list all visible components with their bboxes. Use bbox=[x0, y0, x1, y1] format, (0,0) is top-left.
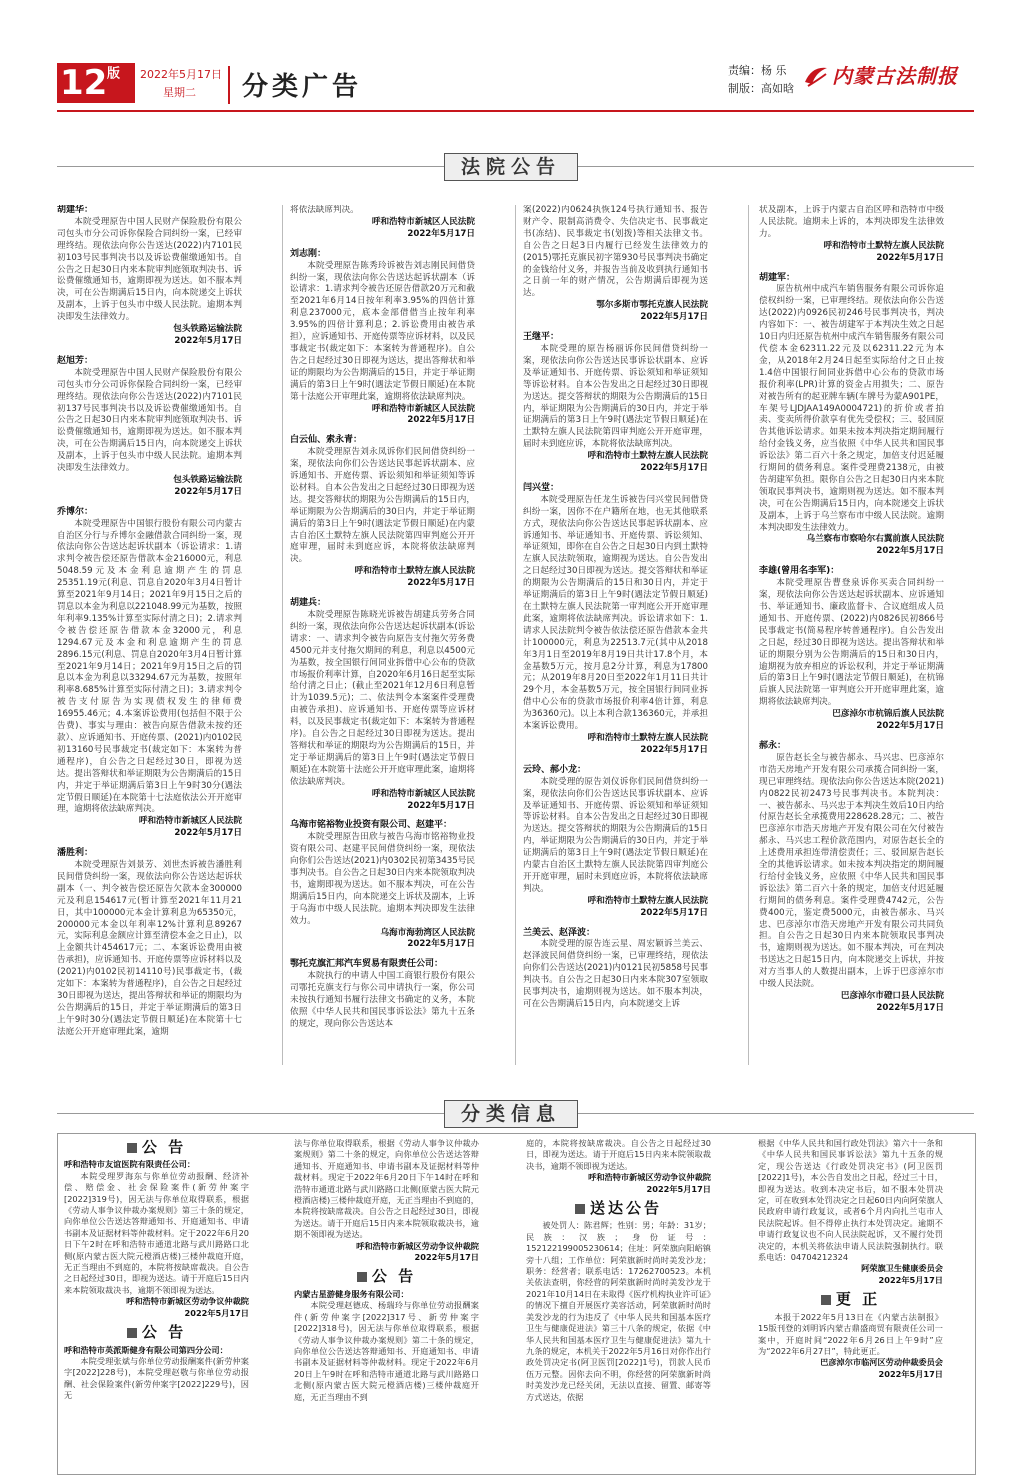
classified-date: 2022年5月17日 bbox=[184, 1307, 249, 1318]
notice-addressee: 云玲、郝小龙： bbox=[523, 764, 587, 775]
classified-body: 法与你单位取得联系，根据《劳动人事争议仲裁办案规则》第二十条的规定，向你单位公告送达答辩通知书、开庭通知书、申请书副本及证据材料等仲裁材料。现定于2022年6月20日下午14时在呼和浩特市通道北路与武川路路口北侧(原蒙古医大院元橙酒店楼)三楼仲裁庭开庭，无正当理由不到庭的，本院将按缺席裁决。自公告之日起经过30日，即视为送达。请于开庭后15日内来本院领取裁决书，逾期不领即视为送达。 bbox=[294, 1138, 479, 1240]
notice-court: 呼和浩特市土默特左旗人民法院 bbox=[587, 451, 708, 462]
notice-date: 2022年5月17日 bbox=[174, 486, 242, 497]
court-notice bbox=[523, 765, 708, 920]
editor-credit: 责编：杨 乐 bbox=[728, 64, 787, 77]
notice-body: 本院受理的原告刘仪诉你们民间借贷纠纷一案，现依法向你们公告送达民事诉状副本、应诉及举证通知书、开庭传票、诉讼须知和举证须知等诉讼材料。自本公告发出之日起经过30日即视为送达。提交答辩状的期限为公告期满后的15日内，举证期限为公告期满后的30日内，并定于举证期满后的第3日上午9时(遇法定节假日顺延)在内蒙古自治区土默特左旗人民法院第四审判庭公开开庭审理，届时未到庭应诉，本院将依法缺席判决。 bbox=[523, 776, 708, 894]
notice-body: 状及副本，上诉于内蒙古自治区呼和浩特市中级人民法院。逾期未上诉的，本判决即发生法律效力。 bbox=[759, 205, 944, 239]
column-divider bbox=[282, 205, 283, 1065]
notice-court: 乌兰察布市察哈尔右翼前旗人民法院 bbox=[806, 534, 944, 545]
court-notice bbox=[523, 928, 708, 1011]
notice-date: 2022年5月17日 bbox=[407, 415, 475, 426]
notice-date: 2022年5月17日 bbox=[640, 312, 708, 323]
classified-addressee: 呼和浩特市英派斯健身有限公司第四分公司： bbox=[64, 1344, 228, 1355]
classified-heading bbox=[758, 1290, 943, 1309]
notice-court: 呼和浩特市土默特左旗人民法院 bbox=[587, 732, 708, 743]
class-column-1 bbox=[64, 1138, 249, 1468]
header-rule bbox=[57, 110, 974, 112]
notice-court: 包头铁路运输法院 bbox=[173, 324, 242, 335]
page-number: 12 bbox=[60, 63, 108, 103]
classified-signer: 巴彦淖尔市临河区劳动仲裁委员会 bbox=[820, 1357, 943, 1368]
class-banner-text: 分类信息 bbox=[460, 1103, 561, 1125]
classified-notice bbox=[294, 1138, 479, 1263]
notice-court: 鄂尔多斯市鄂托克旗人民法院 bbox=[596, 300, 708, 311]
court-notice bbox=[290, 820, 475, 951]
newspaper-logo-text: 内蒙古法制报 bbox=[832, 64, 958, 88]
notice-body: 本院受理原告陈晓光诉被告胡建兵劳务合同纠纷一案，现依法向你公告送达起诉状副本(诉讼请求：一、请求判令被告向原告支付拖欠劳务费4500元并支付拖欠期间的利息，利息以4500元为基数，按全国银行间同业拆借中心公布的贷款市场报价利率计算，自2020年6月16日起至实际给付清之日止；(截止至2021年12月6日利息暂计为1039.5元)；二、依法判令本案案件受理费由被告承担)、应诉通知书、开庭传票等应诉材料，以及民事裁定书(裁定如下：本案转为普通程序)。自公告之日起经过30日即视为送达。提出答辩状和举证的期限均为公告期满后的15日，并定于举证期满后的第3日上午9时(遇法定节假日顺延)在本院第十法庭公开开庭审理此案，逾期将依法缺席判决。 bbox=[290, 610, 475, 787]
newspaper-logo-icon bbox=[802, 62, 830, 90]
classified-date: 2022年5月17日 bbox=[878, 1368, 943, 1379]
notice-body: 本院受理原告中国人民财产保险股份有限公司包头市分公司诉你保险合同纠纷一案，已经审理终结。现依法向你公告送达(2022)内7101民初137号民事判决书以及诉讼费催缴通知书。自公告之日起30日内来本院审判庭领取判决书、诉讼费催缴通知书，逾期即视为送达。如不服本判决，可在公告期满后15日内，向本院递交上诉状及副本，上诉于包头市中级人民法院。逾期本判决即发生法律效力。 bbox=[57, 367, 242, 474]
classified-notice bbox=[758, 1138, 943, 1286]
notice-addressee: 潘胜利： bbox=[57, 848, 94, 859]
classified-body: 庭的，本院将按缺席裁决。自公告之日起经过30日，即视为送达。请于开庭后15日内来本院领取裁决书，逾期不领即视为送达。 bbox=[526, 1138, 711, 1171]
court-notice bbox=[290, 205, 475, 241]
class-column-3 bbox=[526, 1138, 711, 1468]
classified-signer: 阿荣旗卫生健康委员会 bbox=[861, 1263, 943, 1274]
square-bullet-icon bbox=[127, 1328, 137, 1338]
classified-heading bbox=[64, 1323, 249, 1342]
classified-heading-text: 更 正 bbox=[835, 1290, 881, 1309]
notice-date: 2022年5月17日 bbox=[640, 744, 708, 755]
notice-date: 2022年5月17日 bbox=[876, 546, 944, 557]
notice-court: 巴彦淖尔市杭锦后旗人民法院 bbox=[832, 709, 944, 720]
column-divider bbox=[515, 205, 516, 1065]
court-banner bbox=[444, 153, 578, 181]
notice-court: 呼和浩特市土默特左旗人民法院 bbox=[354, 566, 475, 577]
classified-notice bbox=[758, 1290, 943, 1380]
court-notice bbox=[57, 205, 242, 348]
notice-court: 呼和浩特市新城区人民法院 bbox=[371, 788, 475, 799]
classified-date: 2022年5月17日 bbox=[646, 1183, 711, 1194]
notice-date: 2022年5月17日 bbox=[407, 800, 475, 811]
notice-date: 2022年5月17日 bbox=[174, 828, 242, 839]
classified-notice bbox=[526, 1138, 711, 1195]
notice-body: 本院受理原告中国人民财产保险股份有限公司包头市分公司诉你保险合同纠纷一案，已经审理终结。现依法向你公告送达(2022)内7101民初103号民事判决书以及诉讼费催缴通知书。自公告之日起30日内来本院审判庭领取判决书、诉讼费催缴通知书，逾期即视为送达。如不服本判决，可在公告期满后15日内，向本院递交上诉状及副本，上诉于包头市中级人民法院。逾期本判决即发生法律效力。 bbox=[57, 216, 242, 323]
court-column-4 bbox=[759, 205, 944, 1070]
court-notice bbox=[290, 249, 475, 428]
classified-heading bbox=[64, 1138, 249, 1156]
classified-date: 2022年5月17日 bbox=[878, 1274, 943, 1285]
classified-notice bbox=[294, 1267, 479, 1402]
classified-addressee: 内蒙古星游健身服务有限公司： bbox=[294, 1288, 409, 1299]
classified-heading-text: 送达公告 bbox=[589, 1199, 662, 1218]
notice-court: 呼和浩特市土默特左旗人民法院 bbox=[587, 895, 708, 906]
court-notice bbox=[759, 741, 944, 1015]
notice-court: 呼和浩特市土默特左旗人民法院 bbox=[823, 240, 944, 251]
notice-addressee: 胡建兵： bbox=[290, 598, 327, 609]
court-notice bbox=[290, 435, 475, 590]
court-notice bbox=[759, 273, 944, 559]
classified-heading-text: 公 告 bbox=[371, 1267, 417, 1286]
notice-body: 本院受理的原告杨丽诉你民间借贷纠纷一案，现依法向你公告送达民事诉讼状副本、应诉及举证通知书、开庭传票、诉讼须知和举证须知等诉讼材料。自本公告发出之日起经过30日即视为送达。提交答辩状的期限为公告期满后的15日内，举证期限为公告期满后的30日内，并定于举证期满后的第3日上午9时(遇法定节假日顺延)在土默特左旗人民法院第四审判庭公开开庭审理，届时未到庭应诉，本院将依法缺席判决。 bbox=[523, 343, 708, 450]
notice-date: 2022年5月17日 bbox=[640, 907, 708, 918]
court-notice bbox=[57, 848, 242, 1039]
classified-addressee: 呼和浩特市友谊医院有限责任公司： bbox=[64, 1159, 196, 1170]
notice-addressee: 胡建军： bbox=[759, 272, 796, 283]
court-notice bbox=[290, 598, 475, 812]
classified-heading bbox=[526, 1199, 711, 1218]
notice-addressee: 乌海市铭裕物业投资有限公司、赵建平： bbox=[290, 820, 453, 831]
square-bullet-icon bbox=[127, 1143, 137, 1153]
square-bullet-icon bbox=[575, 1204, 585, 1214]
notice-date: 2022年5月17日 bbox=[407, 578, 475, 589]
notice-date: 2022年5月17日 bbox=[876, 1002, 944, 1013]
court-notice bbox=[523, 332, 708, 475]
notice-court: 巴彦淖尔市磴口县人民法院 bbox=[840, 991, 944, 1001]
notice-date: 2022年5月17日 bbox=[407, 228, 475, 239]
court-column-1 bbox=[57, 205, 242, 1070]
notice-date: 2022年5月17日 bbox=[174, 335, 242, 346]
layout-credit: 制版：高如晗 bbox=[728, 82, 794, 95]
notice-addressee: 兰美云、赵泽波： bbox=[523, 927, 596, 938]
page-label: 版 bbox=[104, 66, 119, 79]
issue-weekday: 星期二 bbox=[163, 86, 196, 99]
notice-addressee: 郝永： bbox=[759, 740, 787, 751]
notice-body: 本院受理原告刘永凤诉你们民间借贷纠纷一案，现依法向你们公告送达民事起诉状副本、应诉通知书、开庭传票、诉讼须知和举证须知等诉讼材料。自本公告发出之日起经过30日即视为送达。提交答辩状的期限为公告期满后的15日内，举证期限为公告期满后的30日内，并定于举证期满后的第3日上午9时(遇法定节假日顺延)在内蒙古自治区土默特左旗人民法院第四审判庭公开开庭审理，届时未到庭应诉，本院将依法缺席判决。 bbox=[290, 447, 475, 565]
court-notice bbox=[523, 483, 708, 757]
notice-body: 案(2022)内0624执恢124号执行通知书、报告财产令、限制高消费令、失信决定书、民事裁定书(冻结)、民事裁定书(划拨)等相关法律文书。自公告之日起3日内履行已经发生法律效力的(2015)鄂托克旗民初字第930号民事判决书确定的金钱给付义务，并报告当前及收到执行通知书之日前一年的财产情况，公告期满后即视为送达。 bbox=[523, 205, 708, 299]
classified-signer: 呼和浩特市新城区劳动争议仲裁院 bbox=[126, 1296, 249, 1307]
square-bullet-icon bbox=[821, 1295, 831, 1305]
notice-body: 本院受理的原告连云星、周宏颖诉兰美云、赵泽波民间借贷纠纷一案，已审理终结，现依法向你们公告送达(2021)内0121民初5858号民事判决书。自公告之日起30日内来本院307室领取民事判决书，逾期则视为送达。如不服本判决，可在公告期满后15日内，向本院递交上诉 bbox=[523, 939, 708, 1009]
classified-heading bbox=[294, 1267, 479, 1286]
header-divider bbox=[228, 66, 230, 104]
court-notice bbox=[57, 356, 242, 499]
classified-signer: 呼和浩特市新城区劳动争议仲裁院 bbox=[588, 1172, 711, 1183]
notice-body: 本院受理原告刘景芳、刘世杰诉被告潘胜利民间借贷纠纷一案，现依法向你公告送达起诉状副本（一、判令被告偿还原告欠款本金300000元及利息154617元(暂计算至2021年11月21日，其中100000元本金计算利息为65350元，200000元本金以年利率12%计算利息89267元，实际利息金额应计算至清偿本金之日止)，以上金额共计454617元；二、本案诉讼费用由被告承担)，应诉通知书、开庭传票等应诉材料以及(2021)内0102民初14110号)民事裁定书，(裁定如下：本案转为普通程序)，自公告之日起经过30日即视为送达，提出答辩状和举证的期限均为公告期满后的15日，并定于举证期满后的第3日上午9时30分(遇法定节假日顺延)在本院第十七法庭公开开庭审理此案，逾期 bbox=[57, 860, 242, 1037]
court-banner-text: 法院公告 bbox=[460, 156, 561, 178]
notice-body: 本院受理原告陈秀玲诉被告刘志刚民间借贷纠纷一案，现依法向你公告送达起诉状副本（诉讼请求：1.请求判令被告还原告借款20万元和截至2021年6月14日按年利率3.95%的四倍计算利息237000元，底本金部借借当止按年利率3.95%的四倍计算利息；2.诉讼费用由被告承担），应诉通知书、开庭传票等应诉材料，以及民事裁定书(裁定如下：本案转为普通程序)。自公告之日起经过30日即视为送达，提出答辩状和举证的期限均为公告期满后的15日，并定于举证期满后的第3日上午9时(遇法定节假日顺延)在本院第十法庭公开审理此案，逾期将依法缺席判决。 bbox=[290, 260, 475, 402]
square-bullet-icon bbox=[357, 1272, 367, 1282]
notice-date: 2022年5月17日 bbox=[407, 939, 475, 950]
notice-body: 原告杭州中成汽车销售服务有限公司诉你追偿权纠纷一案，已审理终结。现依法向你公告送达(2022)内0926民初246号民事判决书，判决内容如下：一、被告胡建军于本判决生效之日起10日内归还原告杭州中成汽车销售服务有限公司代偿本金62311.22元及以62311.22元为本金，从2018年2月24日起至实际给付之日止按1.4倍中国银行间同业拆借中心公布的贷款市场报价利率(LPR)计算的资金占用损失；二、原告对被告所有的起亚牌车辆(车牌号为蒙A901PE，车架号LJDJAA149A0004721)的折价或者拍卖、变卖所得价款享有优先受偿权；三、驳回原告其他诉讼请求。如果未按本判决指定期间履行给付金钱义务，应当依照《中华人民共和国民事诉讼法》第二百六十条之规定，加倍支付迟延履行期间的债务利息。案件受理费2138元，由被告胡建军负担。限你自公告之日起30日内来本院领取民事判决书，逾期则视为送达。如不服本判决，可在公告期满后15日内，向本院递交上诉状及副本，上诉于乌兰察布市中级人民法院。逾期本判决即发生法律效力。 bbox=[759, 284, 944, 533]
court-column-3 bbox=[523, 205, 708, 1070]
court-column-2 bbox=[290, 205, 475, 1070]
classified-body: 本院受理张斌与你单位劳动报酬案件(新劳仲案字[2022]228号)，本院受理赵敬与你单位劳动报酬、社会保险案件(新劳仲案字[2022]229号)，因无 bbox=[64, 1355, 249, 1401]
notice-addressee: 白云仙、索永青： bbox=[290, 435, 363, 446]
notice-date: 2022年5月17日 bbox=[876, 252, 944, 263]
notice-addressee: 李雄(曾用名李军)： bbox=[759, 566, 840, 577]
classified-heading-text: 公 告 bbox=[141, 1138, 187, 1156]
classified-date: 2022年5月17日 bbox=[414, 1252, 479, 1263]
notice-addressee: 赵旭芳： bbox=[57, 355, 94, 366]
notice-addressee: 闫兴堂： bbox=[523, 482, 560, 493]
court-notice bbox=[523, 205, 708, 324]
notice-body: 本院受理原告田欣与被告乌海市铭裕物业投资有限公司、赵建平民间借贷纠纷一案，现依法向你们公告送达(2021)内0302民初第3435号民事判决书。自公告之日起30日内来本院领取判决书，逾期即视为送达。如不服本判决，可在公告期满后15日内，向本院递交上诉状及副本，上诉于乌海市中级人民法院。逾期本判决即发生法律效力。 bbox=[290, 832, 475, 926]
classified-body: 本院受理赵德成、杨瑞玲与你单位劳动报酬案件(新劳仲案字[2022]317号、新劳仲案字[2022]318号)，因无法与你单位取得联系，根据《劳动人事争议仲裁办案规则》第二十条的规定，向你单位公告送达答辩通知书、开庭通知书、申请书副本及证据材料等仲裁材料。现定于2022年6月20日上午9时在呼和浩特市通道北路与武川路路口北侧(原内蒙古医大院元橙酒店楼)三楼仲裁庭开庭，无正当理由不到 bbox=[294, 1300, 479, 1402]
notice-court: 呼和浩特市新城区人民法院 bbox=[371, 216, 475, 227]
notice-date: 2022年5月17日 bbox=[640, 463, 708, 474]
notice-body: 本院受理原告任龙生诉被告闫兴堂民间借贷纠纷一案，因你不在户籍所在地，也无其他联系方式，现依法向你公告送达民事起诉状副本、应诉通知书、举证通知书、开庭传票、诉讼须知、举证须知，即你在自公告之日起30日内到土默特左旗人民法院领取，逾期视为送达。自公告发出之日起经过30日即视为送达。提交答辩状和举证的期限为公告期满后的15日和30日内，并定于举证期满后的第3日上午9时(遇法定节假日顺延)在土默特左旗人民法院第一审判庭公开开庭审理此案，逾期将依法缺席判决。诉讼请求如下：1.请求人民法院判令被告依法偿还原告借款本金共计100000元，利息为22513.7元(其中从2018年3月1日至2019年8月19日共计17.8个月，本金基数5万元，按月息2分计算，利息为17800元；从2019年8月20日至2022年1月11日共计29个月，本金基数5万元，按全国银行间同业拆借中心公布的贷款市场报价利率4倍计算，利息为36360元)。以上本利合款136360元，并承担本案诉讼费用。 bbox=[523, 494, 708, 732]
classified-body: 被处罚人：陈君辉；性别：男；年龄：31岁；民族：汉族；身份证号：152122199005230614；住址：阿荣旗向阳峪镇旁十八组；工作单位：阿荣旗新时尚时美发沙龙；职务：经营者；联系电话：17262700523。本机关依法查明，你经营的阿荣旗新时尚时美发沙龙于2021年10月14日在未取得《医疗机构执业许可证》的情况下擅自开展医疗美容活动，阿荣旗新时尚时美发沙龙的行为违反了《中华人民共和国基本医疗卫生与健康促进法》第三十八条的规定，依据《中华人民共和国基本医疗卫生与健康促进法》第九十九条的规定，本机关于2022年5月16日对你作出行政处罚决定书(阿卫医罚[2022]1号)，罚款人民币伍万元整。因你去向不明，你经营的阿荣旗新时尚时美发沙龙已经关闭，无法以直接、留置、邮寄等方式送达，依据 bbox=[526, 1220, 711, 1402]
court-notice bbox=[759, 566, 944, 733]
classified-notice bbox=[64, 1138, 249, 1319]
notice-body: 本院受理原告中国银行股份有限公司内蒙古自治区分行与乔博尔金融借款合同纠纷一案，现依法向你公告送达起诉状副本（诉讼请求：1.请求判令被告偿还原告借款本金216000元，利息5048.59元及本金利息逾期产生的罚息25351.19元(利息、罚息自2020年3月4日暂计算至2021年9月14日；2021年9月15日之后的罚息以本金为利息以221048.99元为基数，按照年利率9.135%计算至实际付清之日)；2.请求判令被告偿还原告借款本金32000元，利息1294.67元及本金和利息逾期产生的罚息2896.15元(利息、罚息自2020年3月4日暂计算至2021年9月14日；2021年9月15日之后的罚息以本金为利息以33294.67元为基数，按照年利率8.685%计算至实际付清之日)；3.请求判令被告支付原告为实现债权发生的律师费16955.46元；4.本案诉讼费用(包括但不限于公告费)、事实与理由：被告向原告借款未按约还款）、应诉通知书、开庭传票、(2021)内0102民初13160号民事裁定书(裁定如下：本案转为普通程序)，自公告之日起经过30日，即视为送达。提出答辩状和举证期限为公告期满后的15日内，并定于举证期满后第3日上午9时30分(遇法定节假日顺延)在本院第十七法庭依法公开开庭审理，逾期将依法缺席判决。 bbox=[57, 518, 242, 815]
notice-addressee: 鄂托克旗汇邦汽车贸易有限责任公司： bbox=[290, 959, 444, 970]
notice-court: 呼和浩特市新城区人民法院 bbox=[138, 816, 242, 827]
notice-body: 本院受理原告曹登泉诉你买卖合同纠纷一案，现依法向你公告送达起诉状副本、应诉通知书、举证通知书、廉政监督卡、合议庭组成人员通知书、开庭传票、(2022)内0826民初866号民事裁定书(简易程序转普通程序)。自公告发出之日起，经过30日即视为送达。提出答辩状和举证的期限分别为公告期满后的15日和30日内，逾期视为放弃相应的诉讼权利，并定于举证期满后的第3日上午9时(遇法定节假日顺延)，在杭锦后旗人民法院第一审判庭公开开庭审理此案，逾期将依法缺席判决。 bbox=[759, 578, 944, 708]
notice-court: 呼和浩特市新城区人民法院 bbox=[371, 403, 475, 414]
classified-heading-text: 公 告 bbox=[141, 1323, 187, 1342]
class-banner bbox=[444, 1100, 578, 1128]
classified-signer: 呼和浩特市新城区劳动争议仲裁院 bbox=[356, 1240, 479, 1251]
class-column-4 bbox=[758, 1138, 943, 1468]
notice-body: 原告赵长全与被告郝永、马兴忠、巴彦淖尔市浩天房地产开发有限公司承揽合同纠纷一案，现已审理终结。现依法向你公告送达本院(2021)内0822民初2473号民事判决书。本院判决：一、被告郝永、马兴忠于本判决生效后10日内给付原告赵长全承揽费用228628.28元；二、被告巴彦淖尔市浩天房地产开发有限公司在欠付被告郝永、马兴忠工程价款范围内，对原告赵长全的上述费用承担连带清偿责任；三、驳回原告赵长全的其他诉讼请求。如未按本判决指定的期间履行给付金钱义务，应依照《中华人民共和国民事诉讼法》第二百六十条的规定，加倍支付迟延履行期间的债务利息。案件受理费4742元，公告费400元，鉴定费5000元，由被告郝永、马兴忠、巴彦淖尔市浩天房地产开发有限公司共同负担。自公告之日起30日内来本院领取民事判决书，逾期则视为送达。如不服本判决，可在判决书送达之日起15日内，向本院递交上诉状，并按对方当事人的人数提出副本，上诉于巴彦淖尔市中级人民法院。 bbox=[759, 752, 944, 990]
classified-notice bbox=[64, 1323, 249, 1401]
notice-addressee: 刘志刚： bbox=[290, 248, 327, 259]
classified-notice bbox=[526, 1199, 711, 1403]
section-title: 分类广告 bbox=[242, 72, 363, 102]
class-column-2 bbox=[294, 1138, 479, 1468]
court-notice bbox=[759, 205, 944, 265]
court-notice bbox=[290, 959, 475, 1030]
notice-addressee: 胡建华： bbox=[57, 205, 94, 215]
classified-body: 本院受理罗海东与你单位劳动报酬、经济补偿、赔偿金、社会保险案件(新劳仲案字[2022]319号)，因无法与你单位取得联系，根据《劳动人事争议仲裁办案规则》第三十条的规定，向你单位公告送达答辩通知书、开庭通知书、申请书副本及证据材料等仲裁材料。定于2022年6月20日下午2时在呼和浩特市通道北路与武川路路口北侧(原内蒙古医大院元橙酒店楼)三楼仲裁庭开庭，无正当理由不到庭的，本院将按缺席裁决。自公告之日起经过30日，即视为送达。请于开庭后15日内来本院领取裁决书，逾期不领即视为送达。 bbox=[64, 1170, 249, 1295]
notice-court: 包头铁路运输法院 bbox=[173, 474, 242, 485]
column-divider bbox=[748, 205, 749, 1065]
classified-body: 本报于2022年5月13日在《内蒙古法制报》15版刊登的刘明诉内蒙古鼎盛商贸有限责任公司一案中，开庭时间“2022年6月26日上午9时”应为“2022年6月27日”，特此更正。 bbox=[758, 1311, 943, 1356]
issue-date: 2022年5月17日 bbox=[140, 68, 222, 81]
court-notice bbox=[57, 507, 242, 840]
classified-body: 根据《中华人民共和国行政处罚法》第六十一条和《中华人民共和国民事诉讼法》第九十五条的规定，现公告送达《行政处罚决定书》(阿卫医罚[2022]1号)，本公告自发出之日起，经过三十日，即视为送达。收到本决定书后，如不服本处罚决定，可在收到本处罚决定之日起60日内向阿荣旗人民政府申请行政复议，或者6个月内向扎兰屯市人民法院起诉。但不得停止执行本处罚决定。逾期不申请行政复议也不向人民法院起诉，又不履行处罚决定的，本机关将依法申请人民法院强制执行。联系电话：04704212324 bbox=[758, 1138, 943, 1263]
notice-addressee: 王继平： bbox=[523, 332, 560, 343]
notice-court: 乌海市海勃湾区人民法院 bbox=[380, 927, 475, 938]
notice-body: 将依法缺席判决。 bbox=[290, 205, 359, 215]
notice-addressee: 乔博尔： bbox=[57, 506, 94, 517]
notice-body: 本院执行的申请人中国工商银行股份有限公司鄂托克旗支行与你公司申请执行一案，你公司未按执行通知书履行法律文书确定的义务，本院依照《中华人民共和国民事诉讼法》第九十五条的规定，现向你公告送达本 bbox=[290, 971, 475, 1029]
notice-date: 2022年5月17日 bbox=[876, 721, 944, 732]
